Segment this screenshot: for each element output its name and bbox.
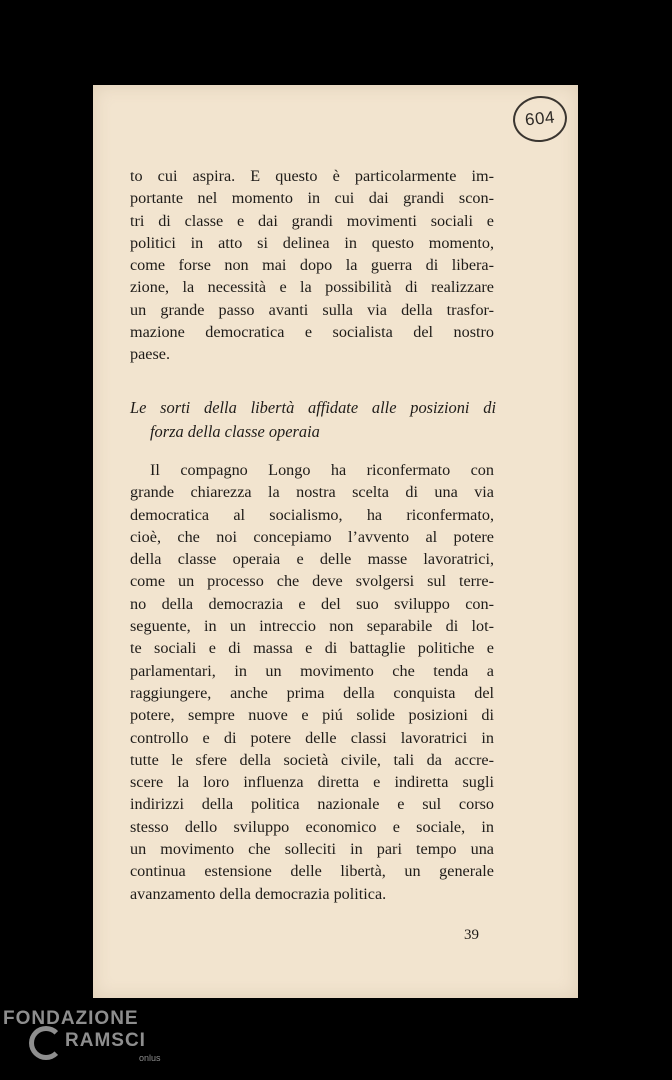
paragraph-1 xyxy=(130,165,494,366)
text-line: come un processo che deve svolgersi sul terre- xyxy=(130,572,494,591)
text-line: controllo e di potere delle classi lavoratrici in xyxy=(130,728,494,747)
text-line: stesso dello sviluppo economico e sociale, in xyxy=(130,817,494,836)
heading-line: Le sorti della libertà affidate alle posizioni di xyxy=(130,398,496,417)
text-line: avanzamento della democrazia politica. xyxy=(130,884,387,903)
text-line: to cui aspira. E questo è particolarmente im- xyxy=(130,167,494,185)
text-line: seguente, in un intreccio non separabile di lot- xyxy=(130,617,494,636)
logo-line-2: RAMSCI xyxy=(65,1030,146,1051)
text-line: un movimento che solleciti in pari tempo una xyxy=(130,840,494,859)
text-line: un grande passo avanti sulla via della trasfor- xyxy=(130,300,494,319)
heading-line: forza della classe operaia xyxy=(150,422,320,441)
text-line: portante nel momento in cui dai grandi scon- xyxy=(130,189,494,208)
text-line: indirizzi della politica nazionale e sul corso xyxy=(130,795,494,814)
stamp-number: 604 xyxy=(524,107,556,130)
logo-line-1: FONDAZIONE xyxy=(3,1008,139,1029)
fondazione-gramsci-logo xyxy=(3,1008,173,1078)
paragraph-2 xyxy=(130,459,494,905)
text-line: scere la loro influenza diretta e indiretta sugli xyxy=(130,773,494,792)
text-line: democratica al socialismo, ha riconfermato, xyxy=(130,505,494,524)
text-line: della classe operaia e delle masse lavoratrici, xyxy=(130,550,494,569)
text-line: cioè, che noi concepiamo l’avvento al potere xyxy=(130,527,494,546)
text-line: grande chiarezza la nostra scelta di una via xyxy=(130,483,494,502)
text-line: parlamentari, in un movimento che tenda a xyxy=(130,661,494,680)
text-line: politici in atto si delinea in questo momento, xyxy=(130,233,494,252)
text-line: Il compagno Longo ha riconfermato con xyxy=(150,461,494,479)
text-line: raggiungere, anche prima della conquista del xyxy=(130,683,494,702)
text-line: paese. xyxy=(130,345,170,364)
text-line: potere, sempre nuove e piú solide posizioni di xyxy=(130,706,494,725)
text-line: no della democrazia e del suo sviluppo con- xyxy=(130,594,494,613)
text-line: come forse non mai dopo la guerra di libera- xyxy=(130,256,494,275)
section-heading xyxy=(130,396,496,444)
page-number: 39 xyxy=(464,927,479,943)
text-line: zione, la necessità e la possibilità di realizzare xyxy=(130,278,494,297)
text-line: continua estensione delle libertà, un generale xyxy=(130,862,494,881)
logo-tag: onlus xyxy=(139,1053,161,1063)
text-line: tri di classe e dai grandi movimenti sociali e xyxy=(130,211,494,230)
logo-g-icon xyxy=(29,1026,63,1060)
text-line: mazione democratica e socialista del nostro xyxy=(130,323,494,342)
text-line: te sociali e di massa e di battaglie politiche e xyxy=(130,639,494,658)
text-line: tutte le sfere della società civile, tali da accre- xyxy=(130,750,494,769)
